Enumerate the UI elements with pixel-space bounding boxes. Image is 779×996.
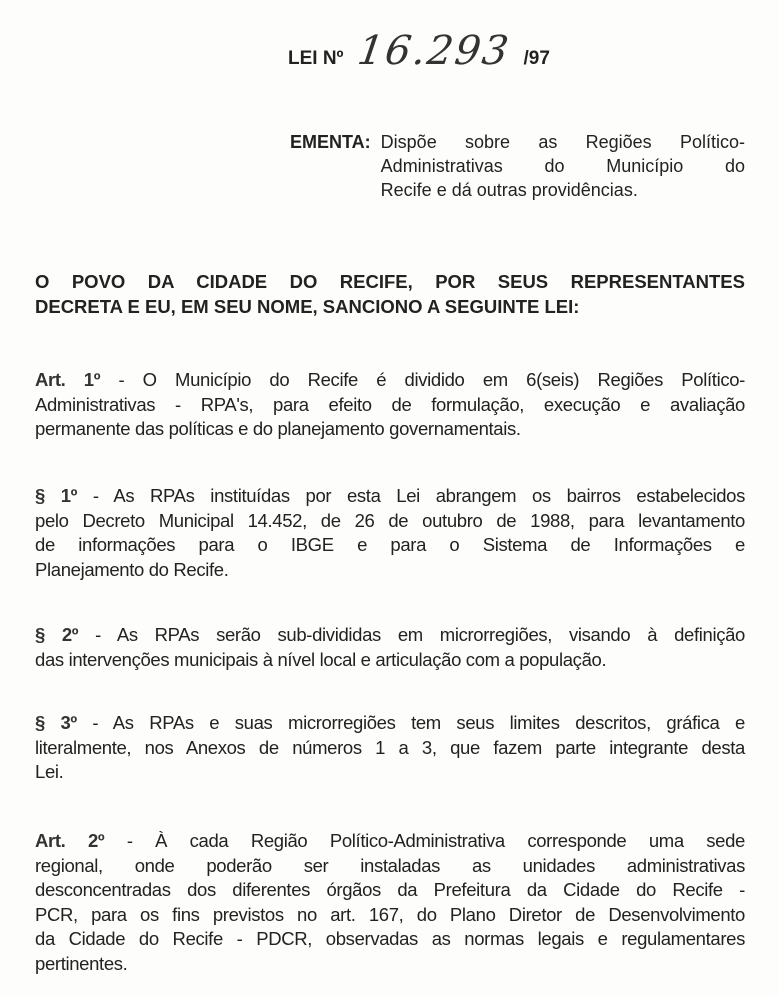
- paragraph-3: [35, 711, 745, 785]
- paragraph-text: de informações para o IBGE e para o Sistema de Informações e: [35, 534, 745, 555]
- ementa-label: EMENTA:: [290, 132, 371, 152]
- article-text: Administrativas - RPA's, para efeito de formulação, execução e avaliação: [35, 393, 745, 415]
- article-text: da Cidade do Recife - PDCR, observadas as normas legais e regulamentares: [35, 928, 745, 949]
- paragraph-text: Planejamento do Recife.: [35, 558, 229, 580]
- article-text: pertinentes.: [35, 952, 128, 974]
- ementa-line: Dispõe sobre as Regiões Político-: [380, 132, 745, 152]
- ementa: [290, 130, 745, 202]
- article-2: [35, 829, 745, 976]
- law-prefix: LEI Nº: [288, 48, 344, 69]
- article-text: desconcentradas dos diferentes órgãos da Prefeitura da Cidade do Recife -: [35, 879, 745, 900]
- article-text: - À cada Região Político-Administrativa corresponde uma sede: [104, 830, 745, 851]
- ementa-line: Recife e dá outras providências.: [380, 180, 638, 200]
- paragraph-lead: § 2º: [35, 624, 79, 645]
- paragraph-text: - As RPAs serão sub-divididas em microrregiões, visando à definição: [78, 624, 745, 645]
- enactment-clause: [35, 270, 745, 319]
- paragraph-2: [35, 623, 745, 672]
- law-title: [288, 28, 550, 74]
- paragraph-text: - As RPAs e suas microrregiões tem seus limites descritos, gráfica e: [76, 712, 745, 733]
- article-text: - O Município do Recife é dividido em 6(seis) Regiões Político-: [100, 369, 745, 390]
- paragraph-text: Lei.: [35, 761, 64, 782]
- ementa-line: Administrativas do Município do: [380, 156, 745, 176]
- paragraph-text: pelo Decreto Municipal 14.452, de 26 de outubro de 1988, para levantamento: [35, 509, 745, 531]
- enactment-line: O POVO DA CIDADE DO RECIFE, POR SEUS REPRESENTANTES: [35, 271, 745, 292]
- article-lead: Art. 1º: [35, 369, 101, 390]
- paragraph-1: [35, 484, 745, 582]
- paragraph-lead: § 3º: [35, 712, 77, 733]
- article-text: regional, onde poderão ser instaladas as unidades administrativas: [35, 854, 745, 876]
- article-text: permanente das políticas e do planejamento governamentais.: [35, 418, 521, 439]
- ementa-text: [381, 130, 745, 202]
- article-1: [35, 368, 745, 442]
- handwritten-law-number: 16.293: [354, 28, 513, 74]
- paragraph-text: das intervenções municipais à nível local e articulação com a população.: [35, 648, 607, 670]
- paragraph-text: literalmente, nos Anexos de números 1 a 3, que fazem parte integrante desta: [35, 736, 745, 758]
- article-text: PCR, para os fins previstos no art. 167, do Plano Diretor de Desenvolvimento: [35, 903, 745, 925]
- paragraph-text: - As RPAs instituídas por esta Lei abrangem os bairros estabelecidos: [77, 485, 746, 506]
- article-lead: Art. 2º: [35, 830, 105, 851]
- paragraph-lead: § 1º: [35, 485, 78, 506]
- law-year: /97: [523, 48, 550, 69]
- enactment-line: DECRETA E EU, EM SEU NOME, SANCIONO A SEGUINTE LEI:: [35, 295, 580, 317]
